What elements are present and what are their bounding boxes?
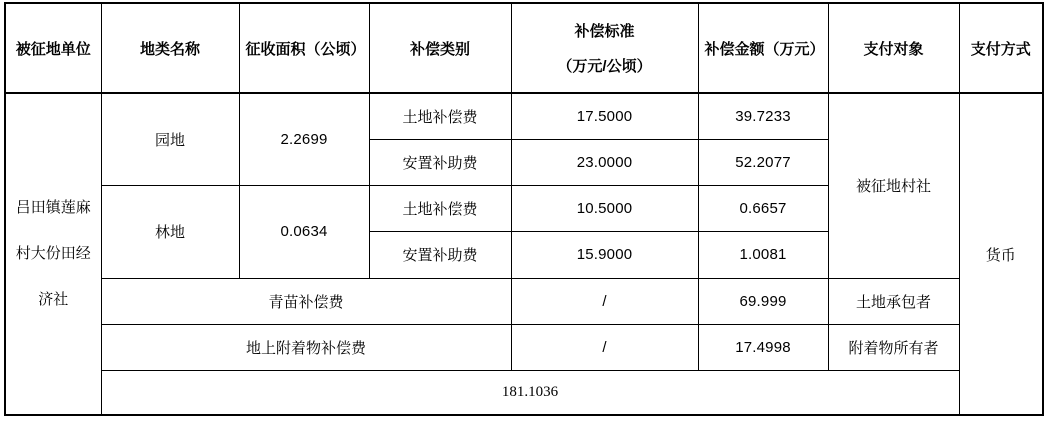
standard-cell: 15.9000 [511,232,698,278]
standard-cell: / [511,278,698,324]
standard-cell: 23.0000 [511,139,698,185]
extra-label-cell: 地上附着物补偿费 [101,324,511,370]
payee-contractor-cell: 土地承包者 [828,278,959,324]
header-cell-category: 补偿类别 [369,3,511,93]
total-amount-cell: 181.1036 [101,371,959,415]
header-standard-line1: 补偿标准 [574,23,635,40]
category-cell: 安置补助费 [369,232,511,278]
category-cell: 土地补偿费 [369,93,511,139]
area-forest-cell: 0.0634 [239,186,369,279]
payee-village-cell: 被征地村社 [828,93,959,278]
payee-owner-cell: 附着物所有者 [828,324,959,370]
amount-cell: 17.4998 [698,324,828,370]
header-cell-land-type: 地类名称 [101,3,239,93]
header-standard-line2: （万元/公顷） [557,58,652,75]
land-type-orchard-cell: 园地 [101,93,239,186]
header-row [5,3,1043,93]
amount-cell: 39.7233 [698,93,828,139]
amount-cell: 0.6657 [698,186,828,232]
table-row-total [5,371,1043,415]
standard-cell: 10.5000 [511,186,698,232]
standard-cell: / [511,324,698,370]
header-cell-payee: 支付对象 [828,3,959,93]
table-row-attachments-comp [5,324,1043,370]
extra-label-cell: 青苗补偿费 [101,278,511,324]
table-row-orchard-land-comp [5,93,1043,139]
header-cell-unit: 被征地单位 [5,3,101,93]
header-cell-standard [511,3,698,93]
category-cell: 土地补偿费 [369,186,511,232]
table-header [5,3,1043,93]
amount-cell: 52.2077 [698,139,828,185]
payment-method-cell: 货币 [959,93,1043,415]
compensation-table [4,2,1044,416]
area-orchard-cell: 2.2699 [239,93,369,186]
category-cell: 安置补助费 [369,139,511,185]
table-body [5,93,1043,415]
amount-cell: 69.999 [698,278,828,324]
table-row-young-crops-comp [5,278,1043,324]
land-type-forest-cell: 林地 [101,186,239,279]
standard-cell: 17.5000 [511,93,698,139]
header-cell-area: 征收面积（公顷） [239,3,369,93]
header-cell-method: 支付方式 [959,3,1043,93]
amount-cell: 1.0081 [698,232,828,278]
header-cell-amount: 补偿金额（万元） [698,3,828,93]
unit-name-cell: 吕田镇莲麻村大份田经济社 [5,93,101,415]
